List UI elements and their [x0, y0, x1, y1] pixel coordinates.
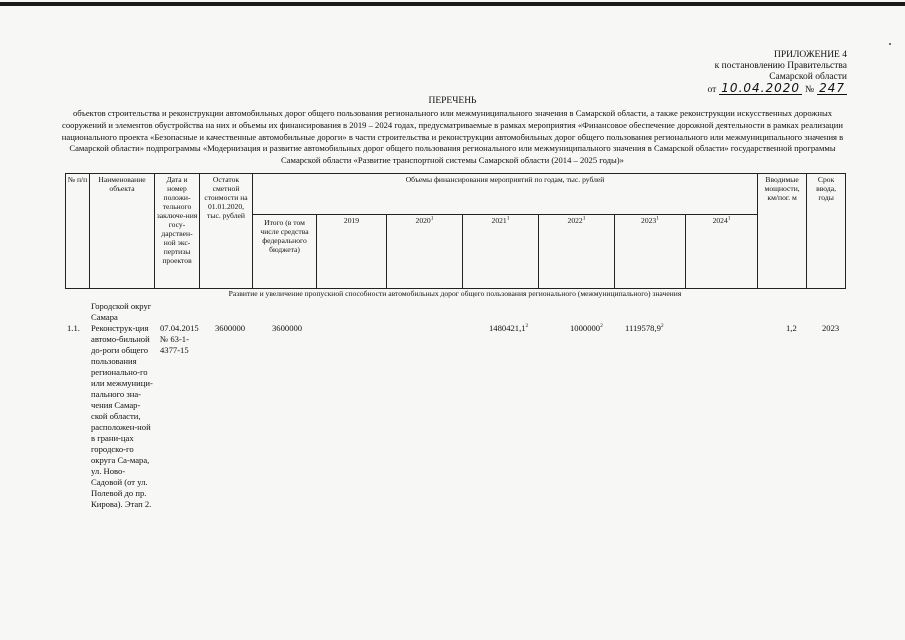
top-border-line	[0, 2, 905, 6]
header-name: Наименование объекта	[90, 174, 155, 289]
appendix-date-line	[708, 83, 847, 96]
number-label: №	[805, 85, 815, 95]
header-volumes: Объемы финансирования мероприятий по годам, тыс. рублей	[253, 174, 758, 215]
row-term: 2023	[822, 323, 840, 333]
row-2023: 1119578,9$^2$	[625, 323, 664, 333]
document-title: ПЕРЕЧЕНЬ	[428, 96, 477, 106]
row-name: Реконструк-ция автомо-бильной до-роги общего пользования регионально-го или межмуници-пального зна-чения Самар-ской области, расположен-ной в грани-цах городско-го округа Са-мара, ул. Ново-Садовой (от ул. Полевой до пр. Кирова). Этап 2.	[91, 323, 153, 509]
group-label: Городской округ Самара	[91, 301, 152, 322]
header-total: Итого (в том числе средства федерального бюджета)	[253, 215, 317, 289]
header-term: Срок ввода, годы	[807, 174, 846, 289]
header-date: Дата и номер положи-тельного заключе-ния госу-дарствен-ной экс-пертизы проектов	[155, 174, 200, 289]
document-subtitle: объектов строительства и реконструкции автомобильных дорог общего пользования регионального или межмуниципального значения в Самарской области, а также реконструкции искусственных дорожных сооружений и элементов обустройства на них и объемы их финансирования в 2019 – 2024 годах, предусматриваемые в рамках мероприятия «Финансовое обеспечение дорожной деятельности в рамках реализации национального проекта «Безопасные и качественные автомобильные дороги» в части строительства и реконструкции автомобильных дорог общего пользования регионального или межмуниципального значения в Самарской области» подпрограммы «Модернизация и развитие автомобильных дорог общего пользования регионального или межмуниципального значения в Самарской области» государственной программы Самарской области «Развитие транспортной системы Самарской области (2014 – 2025 годы)»	[61, 108, 844, 166]
row-num: 1.1.	[67, 323, 80, 333]
header-capacity: Вводимые мощности, км/пог. м	[758, 174, 807, 289]
section-heading: Развитие и увеличение пропускной способности автомобильных дорог общего пользования регионального (межмуниципального) значения	[228, 289, 682, 298]
appendix-line-2: к постановлению Правительства	[714, 61, 847, 71]
handwritten-date: 10.04.2020	[721, 81, 801, 95]
appendix-title: ПРИЛОЖЕНИЕ 4	[773, 50, 847, 60]
row-2021: 1480421,1$^2$	[489, 323, 529, 333]
row-date: 07.04.2015 № 63-1- 4377-15	[160, 323, 199, 355]
header-num: № п/п	[66, 174, 90, 289]
header-year-2023: 2023$^1$	[615, 215, 686, 289]
row-capacity: 1,2	[786, 323, 797, 333]
header-year-2024: 2024$^1$	[686, 215, 758, 289]
row-rest: 3600000	[215, 323, 246, 333]
handwritten-number: 247	[819, 81, 845, 95]
appendix-block	[647, 50, 847, 96]
header-year-2019: 2019	[317, 215, 387, 289]
appendix-line-3: Самарской области	[769, 72, 847, 82]
financing-table-header	[65, 173, 846, 289]
from-label: от	[707, 85, 717, 95]
row-2022: 1000000$^2$	[570, 323, 603, 333]
header-year-2020: 2020$^1$	[387, 215, 463, 289]
header-year-2022: 2022$^1$	[539, 215, 615, 289]
header-rest: Остаток сметной стоимости на 01.01.2020, тыс. рублей	[200, 174, 253, 289]
row-total: 3600000	[272, 323, 303, 333]
scan-speck	[889, 43, 891, 45]
header-year-2021: 2021$^1$	[463, 215, 539, 289]
table-row	[0, 300, 905, 640]
